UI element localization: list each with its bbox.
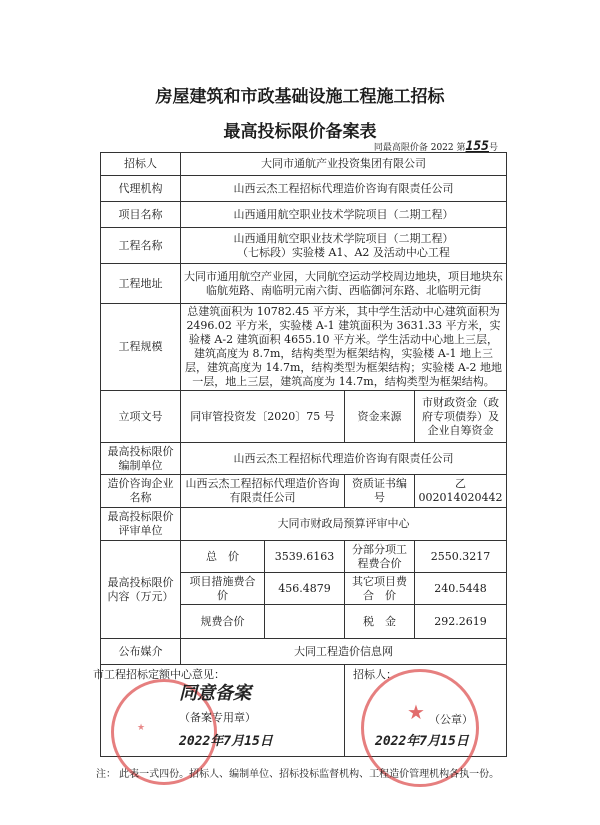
- approval-label: 立项文号: [101, 391, 181, 443]
- engineering-name-line2: （七标段）实验楼 A1、A2 及活动中心工程: [237, 245, 450, 259]
- approval-handwriting: 同意备案: [179, 683, 251, 704]
- right-sign-date: 2022年7月15日: [375, 734, 469, 749]
- certificate-value: 乙 002014020442: [415, 475, 507, 508]
- other-cost-value: 240.5448: [415, 573, 507, 605]
- media-value: 大同工程造价信息网: [181, 639, 507, 665]
- filing-seal-text: ★: [137, 723, 146, 733]
- measure-cost-value: 456.4879: [265, 573, 345, 605]
- fee-label: 规费合价: [181, 605, 265, 639]
- filing-seal-note: （备案专用章）: [179, 711, 256, 724]
- record-number-suffix: 号: [488, 143, 498, 153]
- tax-value: 292.2619: [415, 605, 507, 639]
- scale-value: 总建筑面积为 10782.45 平方米，其中学生活动中心建筑面积为 2496.02 平方米，实验楼 A-1 建筑面积为 3631.33 平方米，实验楼 A-2 建筑面积 4655.10 平方米。学生活动中心地上三层，建筑高度为 8.7m，结构类型为框架结构，实验楼 A-1 地上三层，建筑高度为 14.7m，结构类型为框架结构；实验楼 A-2 地地一层，地上三层，建筑高度为 14.7m，结构类型为框架结构。: [181, 304, 507, 391]
- price-content-label: 最高投标限价内容（万元）: [101, 541, 181, 639]
- total-price-label: 总 价: [181, 541, 265, 573]
- record-number-value: 155: [465, 139, 489, 154]
- tenderer-seal-note: （公章）: [429, 713, 473, 726]
- consult-company-label: 造价咨询企业名称: [101, 475, 181, 508]
- review-unit-value: 大同市财政局预算评审中心: [181, 508, 507, 541]
- filing-table: [93, 152, 507, 757]
- fund-source-label: 资金来源: [345, 391, 415, 443]
- address-label: 工程地址: [101, 264, 181, 304]
- media-label: 公布媒介: [101, 639, 181, 665]
- compiler-label: 最高投标限价编制单位: [101, 443, 181, 475]
- tax-label: 税 金: [345, 605, 415, 639]
- agency-label: 代理机构: [101, 176, 181, 202]
- engineering-name-line1: 山西通用航空职业技术学院项目（二期工程）: [233, 231, 454, 245]
- engineering-name-label: 工程名称: [101, 228, 181, 264]
- project-name-value: 山西通用航空职业技术学院项目（二期工程）: [181, 202, 507, 228]
- record-number-prefix: 同最高限价备 2022 第: [373, 143, 466, 153]
- review-unit-label: 最高投标限价评审单位: [101, 508, 181, 541]
- footnote: 注： 此表一式四份。招标人、编制单位、招标投标监督机构、工程造价管理机构各执一份。: [96, 769, 500, 780]
- certificate-label: 资质证书编 号: [345, 475, 415, 508]
- engineering-name-value: [181, 228, 507, 264]
- total-price-value: 3539.6163: [265, 541, 345, 573]
- form-title-line2: 最高投标限价备案表: [223, 122, 377, 142]
- address-value: 大同市通用航空产业园，大同航空运动学校周边地块，项目地块东临航苑路、南临明元南六街、西临御河东路、北临明元街: [181, 264, 507, 304]
- quota-center-label: 市工程招标定额中心意见：: [93, 668, 225, 681]
- consult-company-value: 山西云杰工程招标代理造价咨询有限责任公司: [181, 475, 345, 508]
- quota-center-opinion: [93, 665, 345, 757]
- subitem-cost-value: 2550.3217: [415, 541, 507, 573]
- left-sign-date: 2022年7月15日: [179, 734, 273, 749]
- scale-label: 工程规模: [101, 304, 181, 391]
- fund-source-value: 市财政资金（政府专项债券）及企业自筹资金: [415, 391, 507, 443]
- fee-value: [265, 605, 345, 639]
- project-name-label: 项目名称: [101, 202, 181, 228]
- tenderer-value: 大同市通航产业投资集团有限公司: [181, 153, 507, 176]
- form-title-line1: 房屋建筑和市政基础设施工程施工招标: [155, 87, 445, 107]
- subitem-cost-label: 分部分项工程费合价: [345, 541, 415, 573]
- approval-value: 同审管投资发〔2020〕75 号: [181, 391, 345, 443]
- tenderer-label: 招标人: [101, 153, 181, 176]
- other-cost-label: 其它项目费合 价: [345, 573, 415, 605]
- compiler-value: 山西云杰工程招标代理造价咨询有限责任公司: [181, 443, 507, 475]
- measure-cost-label: 项目措施费合 价: [181, 573, 265, 605]
- tenderer-seal-area: [345, 665, 507, 757]
- tenderer-sign-label: 招标人：: [353, 668, 397, 681]
- tenderer-seal-star: ★: [407, 700, 425, 724]
- agency-value: 山西云杰工程招标代理造价咨询有限责任公司: [181, 176, 507, 202]
